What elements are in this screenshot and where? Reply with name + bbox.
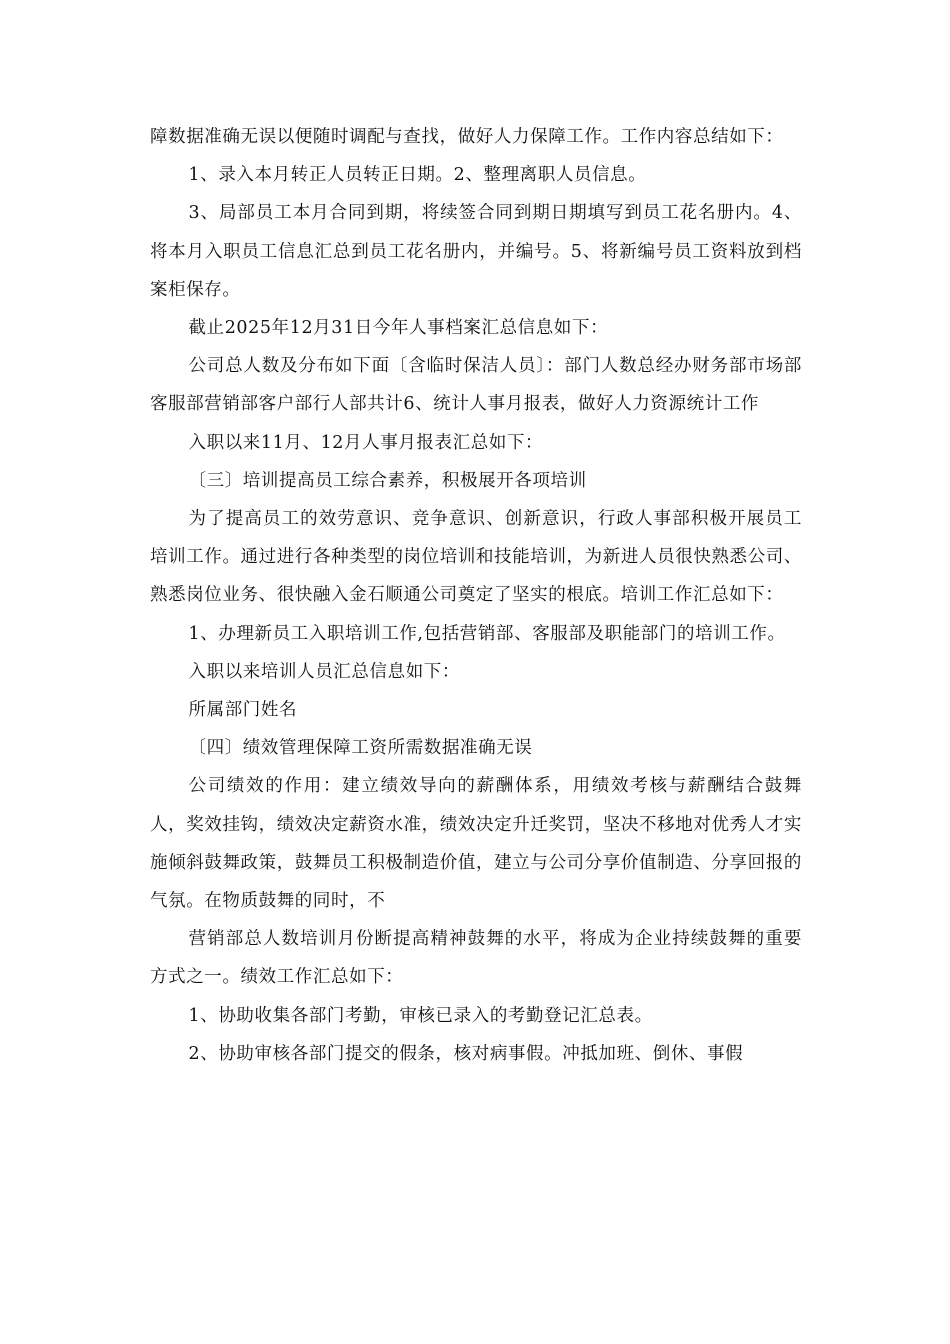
section-heading: 〔四〕绩效管理保障工资所需数据准确无误: [188, 738, 533, 759]
paragraph: 入职以来培训人员汇总信息如下：: [188, 661, 460, 682]
paragraph: 入职以来11月、12月人事月报表汇总如下：: [188, 432, 544, 453]
document-body: [150, 118, 802, 1073]
paragraph-continuation: 障数据准确无误以便随时调配与查找，做好人力保障工作。工作内容总结如下：: [150, 127, 784, 147]
paragraph-list-item: 1、录入本月转正人员转正日期。2、整理离职人员信息。: [188, 165, 647, 186]
paragraph: 所属部门姓名: [188, 700, 298, 721]
paragraph-list-item: 1、办理新员工入职培训工作,包括营销部、客服部及职能部门的培训工作。: [188, 623, 786, 644]
paragraph-list-item: 1、协助收集各部门考勤，审核已录入的考勤登记汇总表。: [188, 1005, 653, 1026]
paragraph: 营销部总人数培训月份断提高精神鼓舞的水平，将成为企业持续鼓舞的重要方式之一。绩效工作汇总如下：: [150, 929, 802, 988]
paragraph: 为了提高员工的效劳意识、竞争意识、创新意识，行政人事部积极开展员工培训工作。通过进行各种类型的岗位培训和技能培训，为新进人员很快熟悉公司、熟悉岗位业务、很快融入金石顺通公司奠定了坚实的根底。培训工作汇总如下：: [150, 509, 802, 606]
paragraph: 公司总人数及分布如下面〔含临时保洁人员〕：部门人数总经办财务部市场部客服部营销部客户部行人部共计6、统计人事月报表，做好人力资源统计工作: [150, 356, 802, 415]
paragraph: 公司绩效的作用：建立绩效导向的薪酬体系，用绩效考核与薪酬结合鼓舞人，奖效挂钩，绩效决定薪资水准，绩效决定升迁奖罚，坚决不移地对优秀人才实施倾斜鼓舞政策，鼓舞员工积极制造价值，建立与公司分享价值制造、分享回报的气氛。在物质鼓舞的同时，不: [150, 776, 802, 912]
paragraph: 截止2025年12月31日今年人事档案汇总信息如下：: [188, 318, 609, 339]
section-heading: 〔三〕培训提高员工综合素养，积极展开各项培训: [188, 470, 587, 491]
paragraph-list-item: 2、协助审核各部门提交的假条，核对病事假。冲抵加班、倒休、事假: [188, 1043, 744, 1064]
paragraph-list-item: 3、局部员工本月合同到期，将续签合同到期日期填写到员工花名册内。4、将本月入职员工信息汇总到员工花名册内，并编号。5、将新编号员工资料放到档案柜保存。: [150, 203, 802, 300]
